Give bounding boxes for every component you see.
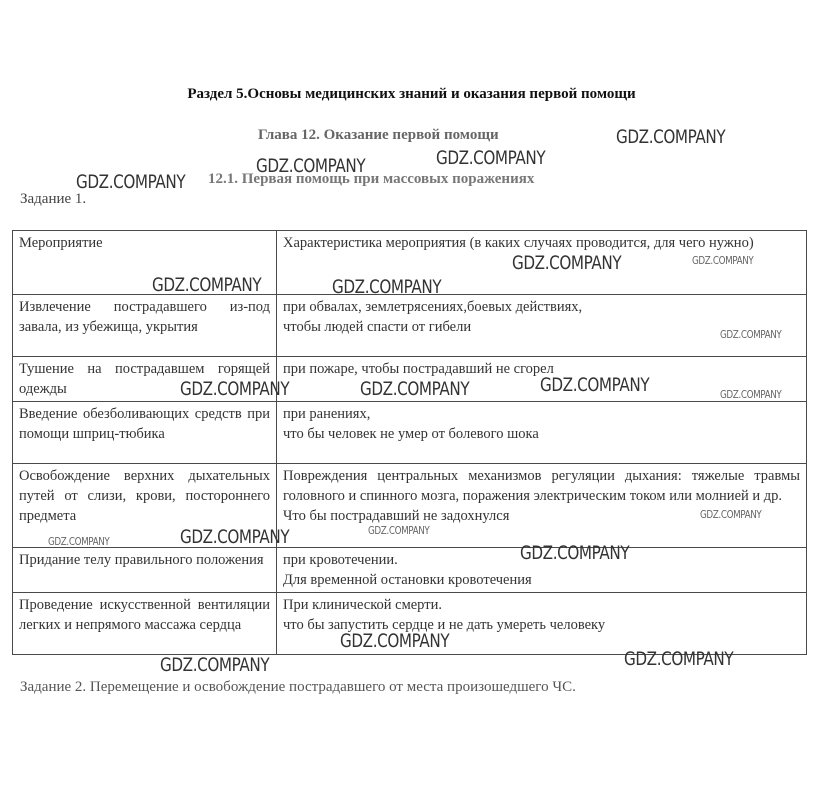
watermark: GDZ.COMPANY	[160, 654, 270, 676]
subsection-title: 12.1. Первая помощь при массовых поражениях	[208, 171, 535, 187]
table-row	[13, 295, 807, 357]
watermark: GDZ.COMPANY	[720, 328, 782, 341]
watermark: GDZ.COMPANY	[540, 374, 650, 396]
table-row	[13, 548, 807, 593]
watermark: GDZ.COMPANY	[368, 524, 430, 537]
row-measure: Тушение на пострадавшем горящей одежды	[13, 357, 277, 402]
row-description-line: чтобы людей спасти от гибели	[283, 319, 472, 335]
row-measure: Придание телу правильного положения	[13, 548, 277, 593]
row-description	[277, 402, 807, 464]
row-description-line: при ранениях,	[283, 406, 371, 422]
watermark: GDZ.COMPANY	[332, 276, 442, 298]
task2-label: Задание 2. Перемещение и освобождение пострадавшего от места произошедшего ЧС.	[20, 679, 576, 695]
row-description-line: Повреждения центральных механизмов регуляции дыхания: тяжелые травмы головного и спинного мозга, поражения электрическим током или молнией и др.	[283, 468, 800, 504]
watermark: GDZ.COMPANY	[360, 378, 470, 400]
table-row	[13, 402, 807, 464]
row-description-line: Для временной остановки кровотечения	[283, 572, 532, 588]
task1-label: Задание 1.	[20, 191, 87, 207]
watermark: GDZ.COMPANY	[512, 252, 622, 274]
row-description-line: что бы запустить сердце и не дать умереть человеку	[283, 617, 606, 633]
watermark: GDZ.COMPANY	[48, 535, 110, 548]
watermark: GDZ.COMPANY	[700, 508, 762, 521]
row-measure: Введение обезболивающих средств при помощи шприц-тюбика	[13, 402, 277, 464]
chapter-title: Глава 12. Оказание первой помощи	[258, 127, 499, 143]
row-description-line: при кровотечении.	[283, 552, 398, 568]
row-description	[277, 295, 807, 357]
watermark: GDZ.COMPANY	[624, 648, 734, 670]
watermark: GDZ.COMPANY	[152, 274, 262, 296]
watermark: GDZ.COMPANY	[340, 630, 450, 652]
row-description-line: Что бы пострадавший не задохнулся	[283, 508, 510, 524]
watermark: GDZ.COMPANY	[692, 254, 754, 267]
watermark: GDZ.COMPANY	[720, 388, 782, 401]
watermark: GDZ.COMPANY	[180, 526, 290, 548]
row-measure: Освобождение верхних дыхательных путей от слизи, крови, постороннего предмета	[13, 464, 277, 548]
watermark: GDZ.COMPANY	[616, 126, 726, 148]
row-description-line: При клинической смерти.	[283, 597, 442, 613]
table-header-description: Характеристика мероприятия (в каких случаях проводится, для чего нужно)	[277, 231, 807, 295]
watermark: GDZ.COMPANY	[520, 542, 630, 564]
row-description-line: при обвалах, землетрясениях,боевых действиях,	[283, 299, 583, 315]
row-measure: Извлечение пострадавшего из-под завала, из убежища, укрытия	[13, 295, 277, 357]
row-description-line: что бы человек не умер от болевого шока	[283, 426, 539, 442]
watermark: GDZ.COMPANY	[76, 171, 186, 193]
row-measure: Проведение искусственной вентиляции легких и непрямого массажа сердца	[13, 593, 277, 655]
watermark: GDZ.COMPANY	[180, 378, 290, 400]
row-description-line: при пожаре, чтобы пострадавший не сгорел	[283, 361, 554, 377]
row-description	[277, 464, 807, 548]
watermark: GDZ.COMPANY	[256, 155, 366, 177]
watermark: GDZ.COMPANY	[436, 147, 546, 169]
section-title: Раздел 5.Основы медицинских знаний и оказания первой помощи	[187, 86, 636, 102]
table-header-measure: Мероприятие	[13, 231, 277, 295]
